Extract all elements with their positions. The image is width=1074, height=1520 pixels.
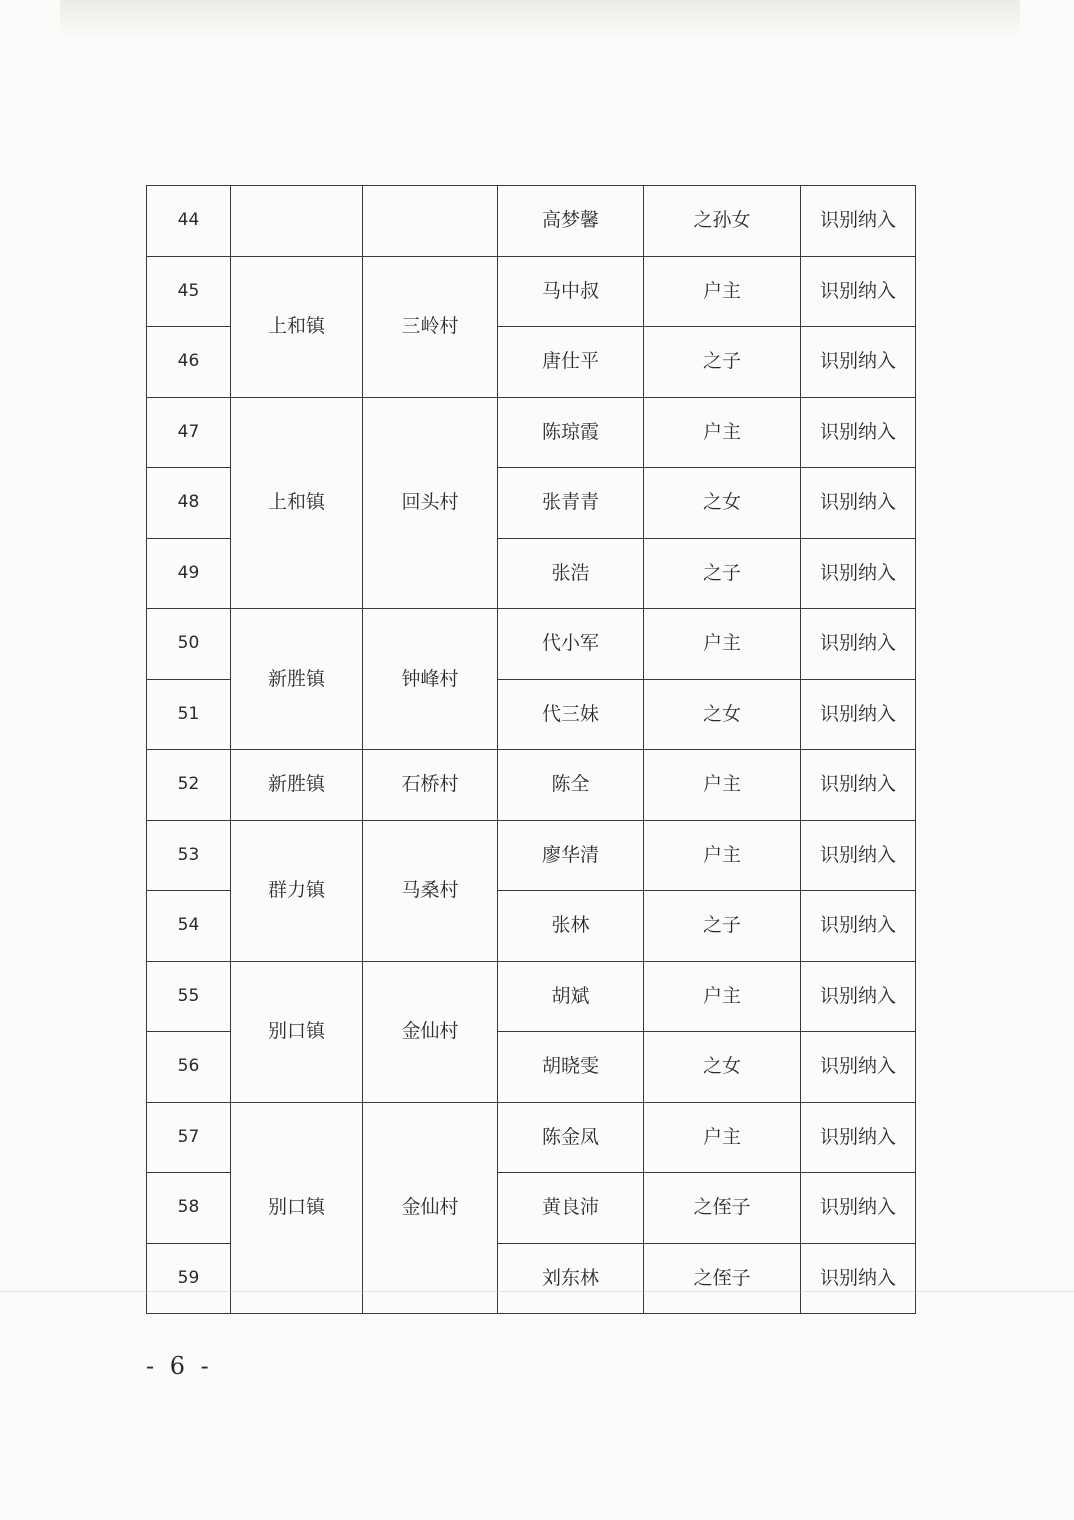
name-cell: 张浩: [498, 538, 644, 609]
row-number-cell: 50: [147, 609, 231, 680]
row-number-cell: 51: [147, 679, 231, 750]
table-row: [147, 609, 916, 680]
relation-cell: 户主: [644, 750, 801, 821]
row-number-cell: 57: [147, 1102, 231, 1173]
village-cell: 金仙村: [363, 1102, 498, 1314]
relation-cell: 之子: [644, 891, 801, 962]
name-cell: 刘东林: [498, 1243, 644, 1314]
status-cell: 识别纳入: [801, 1032, 916, 1103]
row-number-cell: 48: [147, 468, 231, 539]
name-cell: 代三妹: [498, 679, 644, 750]
status-cell: 识别纳入: [801, 397, 916, 468]
town-cell: 上和镇: [231, 256, 363, 397]
status-cell: 识别纳入: [801, 1102, 916, 1173]
row-number-cell: 59: [147, 1243, 231, 1314]
village-cell: 马桑村: [363, 820, 498, 961]
village-cell: 回头村: [363, 397, 498, 609]
name-cell: 黄良沛: [498, 1173, 644, 1244]
table-row: [147, 186, 916, 257]
status-cell: 识别纳入: [801, 820, 916, 891]
status-cell: 识别纳入: [801, 468, 916, 539]
relation-cell: 之女: [644, 679, 801, 750]
roster-table-body: [147, 186, 916, 1314]
town-cell: 别口镇: [231, 961, 363, 1102]
relation-cell: 之侄子: [644, 1243, 801, 1314]
name-cell: 张林: [498, 891, 644, 962]
village-cell: 钟峰村: [363, 609, 498, 750]
status-cell: 识别纳入: [801, 609, 916, 680]
town-cell: 别口镇: [231, 1102, 363, 1314]
village-cell: 三岭村: [363, 256, 498, 397]
name-cell: 马中叔: [498, 256, 644, 327]
name-cell: 唐仕平: [498, 327, 644, 398]
name-cell: 张青青: [498, 468, 644, 539]
relation-cell: 户主: [644, 1102, 801, 1173]
town-cell: 新胜镇: [231, 609, 363, 750]
name-cell: 胡晓雯: [498, 1032, 644, 1103]
table-row: [147, 750, 916, 821]
name-cell: 陈全: [498, 750, 644, 821]
row-number-cell: 58: [147, 1173, 231, 1244]
name-cell: 高梦馨: [498, 186, 644, 257]
town-cell: 新胜镇: [231, 750, 363, 821]
scan-artifact-line: [0, 1291, 1074, 1292]
row-number-cell: 52: [147, 750, 231, 821]
row-number-cell: 54: [147, 891, 231, 962]
relation-cell: 户主: [644, 397, 801, 468]
village-cell: 石桥村: [363, 750, 498, 821]
status-cell: 识别纳入: [801, 186, 916, 257]
relation-cell: 之侄子: [644, 1173, 801, 1244]
name-cell: 陈琼霞: [498, 397, 644, 468]
village-cell: 金仙村: [363, 961, 498, 1102]
status-cell: 识别纳入: [801, 1173, 916, 1244]
town-cell: [231, 186, 363, 257]
town-cell: 上和镇: [231, 397, 363, 609]
row-number-cell: 49: [147, 538, 231, 609]
relation-cell: 户主: [644, 256, 801, 327]
relation-cell: 之女: [644, 1032, 801, 1103]
relation-cell: 之女: [644, 468, 801, 539]
status-cell: 识别纳入: [801, 961, 916, 1032]
row-number-cell: 45: [147, 256, 231, 327]
table-row: [147, 397, 916, 468]
table-row: [147, 1102, 916, 1173]
name-cell: 代小军: [498, 609, 644, 680]
status-cell: 识别纳入: [801, 891, 916, 962]
row-number-cell: 55: [147, 961, 231, 1032]
name-cell: 陈金凤: [498, 1102, 644, 1173]
name-cell: 廖华清: [498, 820, 644, 891]
scan-shadow: [60, 0, 1020, 40]
relation-cell: 户主: [644, 609, 801, 680]
status-cell: 识别纳入: [801, 1243, 916, 1314]
relation-cell: 户主: [644, 820, 801, 891]
page-number: - 6 -: [146, 1352, 213, 1380]
relation-cell: 之孙女: [644, 186, 801, 257]
roster-table: [146, 185, 916, 1314]
row-number-cell: 47: [147, 397, 231, 468]
village-cell: [363, 186, 498, 257]
status-cell: 识别纳入: [801, 538, 916, 609]
status-cell: 识别纳入: [801, 679, 916, 750]
relation-cell: 户主: [644, 961, 801, 1032]
relation-cell: 之子: [644, 538, 801, 609]
status-cell: 识别纳入: [801, 327, 916, 398]
table-row: [147, 256, 916, 327]
row-number-cell: 53: [147, 820, 231, 891]
town-cell: 群力镇: [231, 820, 363, 961]
status-cell: 识别纳入: [801, 750, 916, 821]
table-row: [147, 961, 916, 1032]
row-number-cell: 46: [147, 327, 231, 398]
status-cell: 识别纳入: [801, 256, 916, 327]
relation-cell: 之子: [644, 327, 801, 398]
row-number-cell: 56: [147, 1032, 231, 1103]
row-number-cell: 44: [147, 186, 231, 257]
table-row: [147, 820, 916, 891]
name-cell: 胡斌: [498, 961, 644, 1032]
